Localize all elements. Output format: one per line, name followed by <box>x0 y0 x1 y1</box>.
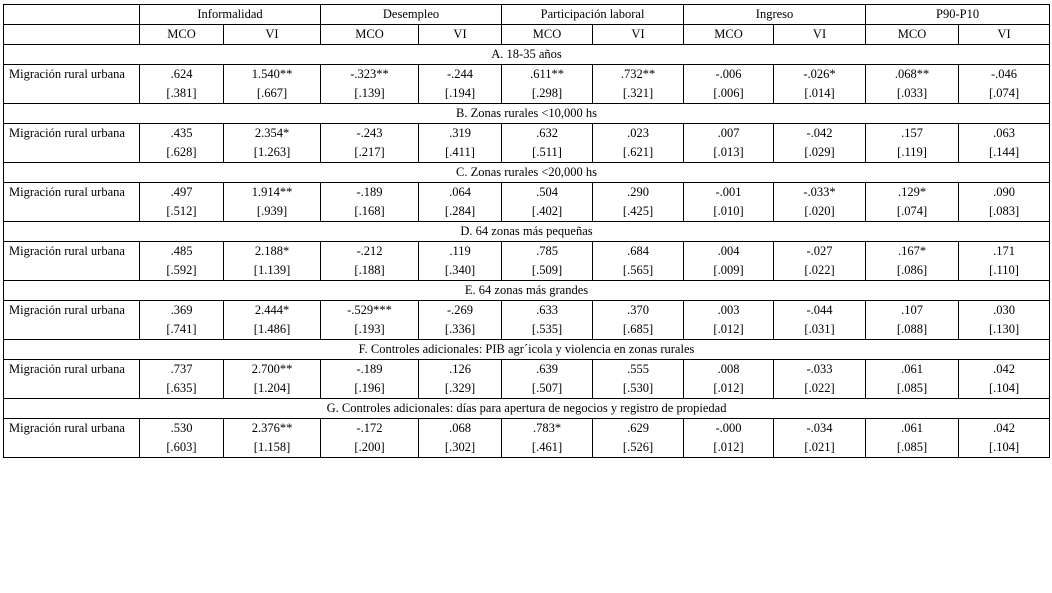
coefficient-estimate: .485 <box>170 244 193 258</box>
panel-title: C. Zonas rurales <20,000 hs <box>4 163 1050 183</box>
coefficient-cell <box>224 242 321 281</box>
subheader-mco: MCO <box>140 25 224 45</box>
standard-error: [.329] <box>444 381 476 395</box>
standard-error: [.139] <box>354 86 385 100</box>
coefficient-estimate: -.044 <box>806 303 833 317</box>
coefficient-estimate: .061 <box>901 362 923 376</box>
row-label: Migración rural urbana <box>4 124 140 163</box>
coefficient-cell <box>959 183 1050 222</box>
coefficient-cell <box>140 360 224 399</box>
panel-title: D. 64 zonas más pequeñas <box>4 222 1050 242</box>
panel-title-row <box>4 222 1050 242</box>
coefficient-cell <box>866 183 959 222</box>
standard-error: [.425] <box>622 204 654 218</box>
coefficient-cell <box>774 242 866 281</box>
standard-error: [.592] <box>166 263 197 277</box>
coefficient-estimate: -.529*** <box>347 303 392 317</box>
standard-error: [.196] <box>354 381 385 395</box>
coefficient-cell <box>502 65 593 104</box>
coefficient-cell <box>774 419 866 458</box>
coefficient-cell <box>774 183 866 222</box>
coefficient-cell <box>224 65 321 104</box>
coefficient-cell <box>684 419 774 458</box>
coefficient-cell <box>224 360 321 399</box>
coefficient-estimate: .497 <box>170 185 193 199</box>
standard-error: [.507] <box>531 381 563 395</box>
standard-error: [.012] <box>713 322 744 336</box>
table-row <box>4 65 1050 104</box>
coefficient-estimate: .732** <box>620 67 656 81</box>
standard-error: [.411] <box>445 145 475 159</box>
panel-title: A. 18-35 años <box>4 45 1050 65</box>
coefficient-estimate: .042 <box>993 362 1015 376</box>
coefficient-cell <box>140 301 224 340</box>
coefficient-cell <box>140 419 224 458</box>
coefficient-estimate: .504 <box>536 185 558 199</box>
coefficient-cell <box>866 242 959 281</box>
coefficient-estimate: -.269 <box>447 303 474 317</box>
standard-error: [.635] <box>166 381 197 395</box>
coefficient-estimate: .068** <box>894 67 930 81</box>
regression-results-table <box>3 4 1050 458</box>
standard-error: [.144] <box>988 145 1020 159</box>
coefficient-estimate: .023 <box>627 126 649 140</box>
table-row <box>4 124 1050 163</box>
coefficient-cell <box>140 183 224 222</box>
standard-error: [.130] <box>988 322 1020 336</box>
row-label: Migración rural urbana <box>4 65 140 104</box>
standard-error: [1.263] <box>253 145 291 159</box>
coefficient-cell <box>321 360 419 399</box>
coefficient-cell <box>321 242 419 281</box>
standard-error: [.110] <box>989 263 1019 277</box>
coefficient-estimate: 2.188* <box>254 244 290 258</box>
coefficient-cell <box>224 183 321 222</box>
standard-error: [.012] <box>713 381 744 395</box>
header-group-participacion-laboral: Participación laboral <box>502 5 684 25</box>
coefficient-estimate: .369 <box>170 303 193 317</box>
standard-error: [.014] <box>804 86 835 100</box>
coefficient-cell <box>684 124 774 163</box>
standard-error: [.022] <box>804 263 835 277</box>
standard-error: [1.204] <box>253 381 291 395</box>
standard-error: [.284] <box>444 204 476 218</box>
coefficient-cell <box>959 419 1050 458</box>
standard-error: [.667] <box>256 86 288 100</box>
coefficient-estimate: .090 <box>993 185 1015 199</box>
coefficient-cell <box>140 124 224 163</box>
standard-error: [.033] <box>896 86 928 100</box>
standard-error: [.020] <box>804 204 835 218</box>
coefficient-estimate: -.006 <box>715 67 742 81</box>
coefficient-cell <box>321 124 419 163</box>
standard-error: [.530] <box>622 381 654 395</box>
coefficient-estimate: .061 <box>901 421 923 435</box>
coefficient-estimate: -.042 <box>806 126 833 140</box>
coefficient-estimate: .435 <box>170 126 193 140</box>
coefficient-estimate: -.323** <box>350 67 389 81</box>
coefficient-cell <box>502 242 593 281</box>
coefficient-cell <box>502 360 593 399</box>
standard-error: [.939] <box>256 204 288 218</box>
coefficient-cell <box>419 242 502 281</box>
standard-error: [.512] <box>166 204 197 218</box>
coefficient-estimate: .319 <box>449 126 471 140</box>
standard-error: [.461] <box>531 440 563 454</box>
coefficient-cell <box>684 301 774 340</box>
standard-error: [.402] <box>531 204 563 218</box>
coefficient-estimate: .633 <box>536 303 558 317</box>
coefficient-estimate: .107 <box>901 303 923 317</box>
coefficient-cell <box>684 65 774 104</box>
standard-error: [.104] <box>988 381 1020 395</box>
row-label: Migración rural urbana <box>4 183 140 222</box>
header-group-p90-p10: P90-P10 <box>866 5 1050 25</box>
subheader-vi: VI <box>774 25 866 45</box>
coefficient-cell <box>959 124 1050 163</box>
standard-error: [.083] <box>988 204 1020 218</box>
standard-error: [.685] <box>622 322 654 336</box>
standard-error: [.009] <box>713 263 744 277</box>
row-label: Migración rural urbana <box>4 360 140 399</box>
coefficient-estimate: .007 <box>717 126 740 140</box>
coefficient-estimate: -.172 <box>356 421 383 435</box>
panel-title-row <box>4 399 1050 419</box>
panel-title-row <box>4 340 1050 360</box>
coefficient-cell <box>419 360 502 399</box>
coefficient-cell <box>866 419 959 458</box>
standard-error: [1.139] <box>253 263 291 277</box>
coefficient-estimate: -.033* <box>803 185 836 199</box>
coefficient-cell <box>774 301 866 340</box>
standard-error: [.194] <box>444 86 476 100</box>
standard-error: [.217] <box>354 145 385 159</box>
header-group-ingreso: Ingreso <box>684 5 866 25</box>
coefficient-estimate: 2.376** <box>251 421 293 435</box>
standard-error: [.010] <box>713 204 744 218</box>
coefficient-cell <box>593 360 684 399</box>
coefficient-estimate: .624 <box>170 67 193 81</box>
standard-error: [.168] <box>354 204 385 218</box>
row-label: Migración rural urbana <box>4 242 140 281</box>
coefficient-estimate: 1.540** <box>251 67 293 81</box>
row-label: Migración rural urbana <box>4 419 140 458</box>
coefficient-estimate: -.244 <box>447 67 474 81</box>
subheader-vi: VI <box>959 25 1050 45</box>
coefficient-cell <box>419 301 502 340</box>
coefficient-cell <box>684 242 774 281</box>
coefficient-cell <box>959 65 1050 104</box>
table-row <box>4 301 1050 340</box>
coefficient-cell <box>774 124 866 163</box>
coefficient-cell <box>959 301 1050 340</box>
panel-title-row <box>4 163 1050 183</box>
coefficient-cell <box>866 301 959 340</box>
coefficient-cell <box>866 65 959 104</box>
panel-title-row <box>4 45 1050 65</box>
table-row <box>4 360 1050 399</box>
panel-title-row <box>4 104 1050 124</box>
standard-error: [.022] <box>804 381 835 395</box>
coefficient-cell <box>593 242 684 281</box>
coefficient-cell <box>224 124 321 163</box>
coefficient-estimate: .119 <box>449 244 471 258</box>
coefficient-cell <box>321 419 419 458</box>
coefficient-cell <box>321 301 419 340</box>
coefficient-cell <box>959 360 1050 399</box>
standard-error: [1.486] <box>253 322 291 336</box>
standard-error: [.086] <box>896 263 928 277</box>
standard-error: [.526] <box>622 440 654 454</box>
coefficient-cell <box>419 419 502 458</box>
coefficient-estimate: .003 <box>717 303 740 317</box>
coefficient-cell <box>140 65 224 104</box>
coefficient-estimate: .737 <box>170 362 193 376</box>
coefficient-estimate: .370 <box>627 303 649 317</box>
coefficient-estimate: .030 <box>993 303 1015 317</box>
table-row <box>4 183 1050 222</box>
coefficient-estimate: .530 <box>170 421 193 435</box>
coefficient-estimate: 2.700** <box>251 362 293 376</box>
row-label: Migración rural urbana <box>4 301 140 340</box>
coefficient-estimate: .783* <box>532 421 562 435</box>
coefficient-cell <box>502 301 593 340</box>
standard-error: [.104] <box>988 440 1020 454</box>
coefficient-cell <box>224 301 321 340</box>
coefficient-cell <box>502 419 593 458</box>
standard-error: [.336] <box>444 322 476 336</box>
subheader-corner-cell <box>4 25 140 45</box>
standard-error: [.074] <box>988 86 1020 100</box>
standard-error: [.006] <box>713 86 744 100</box>
standard-error: [.029] <box>804 145 835 159</box>
subheader-vi: VI <box>224 25 321 45</box>
standard-error: [.200] <box>354 440 385 454</box>
coefficient-estimate: .063 <box>993 126 1015 140</box>
standard-error: [.565] <box>622 263 654 277</box>
coefficient-cell <box>593 419 684 458</box>
coefficient-estimate: -.034 <box>806 421 833 435</box>
standard-error: [.085] <box>896 440 928 454</box>
standard-error: [.088] <box>896 322 928 336</box>
table-body <box>4 5 1050 458</box>
coefficient-estimate: .555 <box>627 362 649 376</box>
standard-error: [.012] <box>713 440 744 454</box>
coefficient-estimate: -.212 <box>356 244 383 258</box>
coefficient-estimate: -.046 <box>991 67 1018 81</box>
coefficient-estimate: .004 <box>717 244 740 258</box>
standard-error: [1.158] <box>253 440 291 454</box>
subheader-vi: VI <box>419 25 502 45</box>
header-corner-cell <box>4 5 140 25</box>
panel-title: G. Controles adicionales: días para apertura de negocios y registro de propiedad <box>4 399 1050 419</box>
standard-error: [.535] <box>531 322 563 336</box>
coefficient-estimate: .171 <box>993 244 1015 258</box>
coefficient-estimate: -.243 <box>356 126 383 140</box>
coefficient-estimate: 2.354* <box>254 126 290 140</box>
standard-error: [.321] <box>622 86 654 100</box>
coefficient-estimate: .611** <box>530 67 564 81</box>
coefficient-cell <box>419 65 502 104</box>
coefficient-cell <box>140 242 224 281</box>
standard-error: [.013] <box>713 145 744 159</box>
coefficient-estimate: .632 <box>536 126 558 140</box>
coefficient-cell <box>866 360 959 399</box>
coefficient-estimate: -.027 <box>806 244 833 258</box>
coefficient-estimate: .629 <box>627 421 649 435</box>
standard-error: [.621] <box>622 145 654 159</box>
coefficient-estimate: 1.914** <box>251 185 293 199</box>
coefficient-cell <box>593 124 684 163</box>
coefficient-cell <box>321 65 419 104</box>
standard-error: [.381] <box>166 86 197 100</box>
coefficient-estimate: .129* <box>897 185 927 199</box>
coefficient-estimate: -.026* <box>803 67 836 81</box>
header-group-informalidad: Informalidad <box>140 5 321 25</box>
coefficient-cell <box>321 183 419 222</box>
header-subheaders-row <box>4 25 1050 45</box>
coefficient-estimate: .639 <box>536 362 558 376</box>
coefficient-cell <box>419 124 502 163</box>
standard-error: [.193] <box>354 322 385 336</box>
standard-error: [.340] <box>444 263 476 277</box>
coefficient-cell <box>959 242 1050 281</box>
coefficient-cell <box>224 419 321 458</box>
coefficient-estimate: 2.444* <box>254 303 290 317</box>
standard-error: [.119] <box>897 145 927 159</box>
coefficient-estimate: .785 <box>536 244 558 258</box>
coefficient-estimate: .126 <box>449 362 471 376</box>
coefficient-cell <box>502 183 593 222</box>
coefficient-estimate: .290 <box>627 185 649 199</box>
panel-title: F. Controles adicionales: PIB agr´icola y violencia en zonas rurales <box>4 340 1050 360</box>
table-row <box>4 242 1050 281</box>
coefficient-estimate: .157 <box>901 126 923 140</box>
standard-error: [.302] <box>444 440 476 454</box>
standard-error: [.741] <box>166 322 197 336</box>
panel-title-row <box>4 281 1050 301</box>
header-group-desempleo: Desempleo <box>321 5 502 25</box>
coefficient-cell <box>866 124 959 163</box>
coefficient-estimate: .684 <box>627 244 649 258</box>
standard-error: [.031] <box>804 322 835 336</box>
standard-error: [.021] <box>804 440 835 454</box>
coefficient-cell <box>684 183 774 222</box>
subheader-mco: MCO <box>684 25 774 45</box>
standard-error: [.628] <box>166 145 197 159</box>
subheader-mco: MCO <box>502 25 593 45</box>
coefficient-estimate: -.033 <box>806 362 833 376</box>
coefficient-cell <box>684 360 774 399</box>
panel-title: B. Zonas rurales <10,000 hs <box>4 104 1050 124</box>
coefficient-estimate: -.189 <box>356 185 383 199</box>
header-groups-row <box>4 5 1050 25</box>
subheader-mco: MCO <box>321 25 419 45</box>
coefficient-estimate: .008 <box>717 362 740 376</box>
coefficient-cell <box>419 183 502 222</box>
standard-error: [.511] <box>532 145 562 159</box>
subheader-mco: MCO <box>866 25 959 45</box>
standard-error: [.085] <box>896 381 928 395</box>
table-row <box>4 419 1050 458</box>
panel-title: E. 64 zonas más grandes <box>4 281 1050 301</box>
coefficient-cell <box>593 301 684 340</box>
coefficient-estimate: .064 <box>449 185 471 199</box>
standard-error: [.298] <box>531 86 563 100</box>
coefficient-cell <box>502 124 593 163</box>
standard-error: [.509] <box>531 263 563 277</box>
subheader-vi: VI <box>593 25 684 45</box>
coefficient-estimate: .042 <box>993 421 1015 435</box>
coefficient-estimate: .068 <box>449 421 471 435</box>
coefficient-cell <box>774 65 866 104</box>
coefficient-cell <box>593 65 684 104</box>
coefficient-estimate: -.001 <box>715 185 742 199</box>
coefficient-cell <box>774 360 866 399</box>
coefficient-cell <box>593 183 684 222</box>
coefficient-estimate: -.000 <box>715 421 742 435</box>
coefficient-estimate: .167* <box>897 244 927 258</box>
standard-error: [.074] <box>896 204 928 218</box>
coefficient-estimate: -.189 <box>356 362 383 376</box>
standard-error: [.188] <box>354 263 385 277</box>
standard-error: [.603] <box>166 440 197 454</box>
